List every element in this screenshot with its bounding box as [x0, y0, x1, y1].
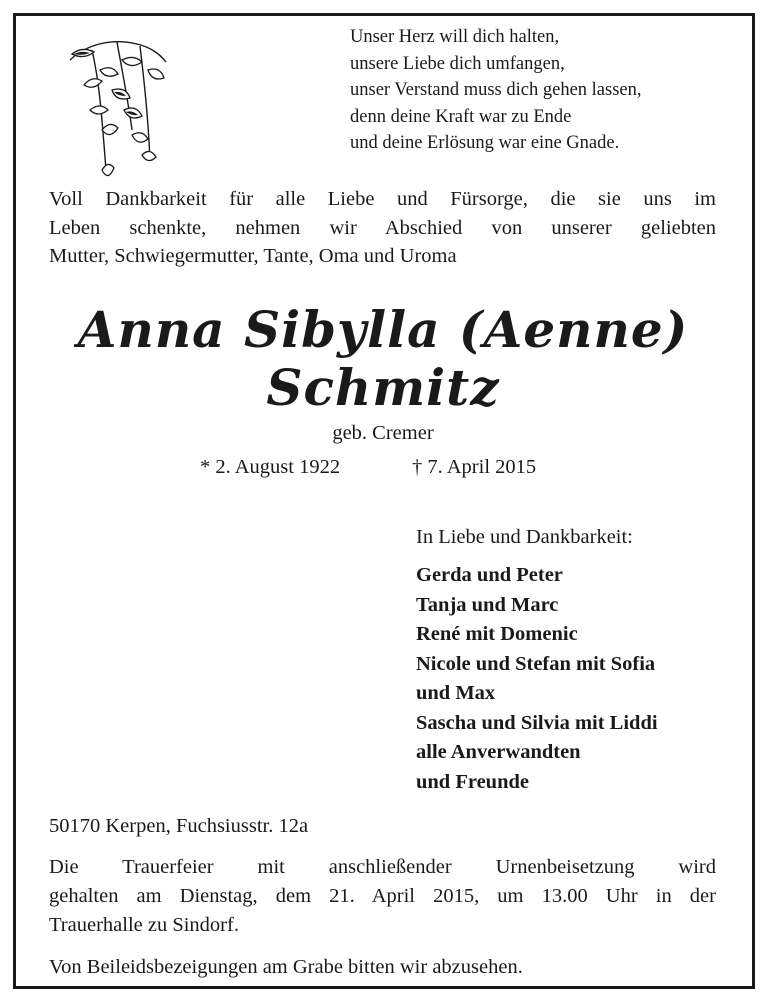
mourner-name: Nicole und Stefan mit Sofia	[416, 652, 656, 675]
poem	[350, 24, 642, 157]
address: 50170 Kerpen, Fuchsiusstr. 12a	[49, 815, 309, 837]
mourner-name: alle Anverwandten	[416, 741, 581, 763]
death-date: † 7. April 2015	[412, 456, 537, 478]
deceased-name-line1: Anna Sibylla (Aenne)	[77, 300, 689, 359]
ceremony-text	[49, 853, 716, 940]
mourner-name: Sascha und Silvia mit Liddi	[416, 711, 658, 734]
mourner-name: und Freunde	[416, 770, 529, 793]
birth-name: geb. Cremer	[332, 422, 434, 444]
intro-line: Voll Dankbarkeit für alle Liebe und Fürsorge, die sie uns im	[49, 188, 716, 210]
condolence-note: Von Beileidsbezeigungen am Grabe bitten wir abzusehen.	[49, 956, 523, 978]
mourner-name: René mit Domenic	[416, 623, 578, 645]
intro-line: Leben schenkte, nehmen wir Abschied von unserer geliebten	[49, 216, 716, 239]
mourners-heading: In Liebe und Dankbarkeit:	[416, 526, 633, 548]
poem-line: Unser Herz will dich halten,	[350, 27, 560, 47]
birth-date: * 2. August 1922	[200, 456, 341, 478]
poem-line: unsere Liebe dich umfangen,	[350, 53, 565, 74]
ceremony-line: gehalten am Dienstag, dem 21. April 2015, um 13.00 Uhr in der	[49, 885, 716, 907]
mourners-list	[416, 561, 658, 797]
intro-text	[49, 185, 716, 271]
mourner-name: Gerda und Peter	[416, 564, 563, 586]
mourner-name: und Max	[416, 682, 496, 704]
mourner-name: Tanja und Marc	[416, 593, 559, 616]
poem-line: unser Verstand muss dich gehen lassen,	[350, 80, 642, 100]
deceased-name-line2: Schmitz	[266, 358, 500, 417]
birch-branch-icon	[62, 30, 172, 195]
poem-line: und deine Erlösung war eine Gnade.	[350, 133, 620, 153]
poem-line: denn deine Kraft war zu Ende	[350, 106, 572, 127]
intro-line: Mutter, Schwiegermutter, Tante, Oma und Uroma	[49, 245, 457, 267]
ceremony-line: Die Trauerfeier mit anschließender Urnenbeisetzung wird	[49, 856, 716, 878]
ceremony-line: Trauerhalle zu Sindorf.	[49, 914, 239, 936]
